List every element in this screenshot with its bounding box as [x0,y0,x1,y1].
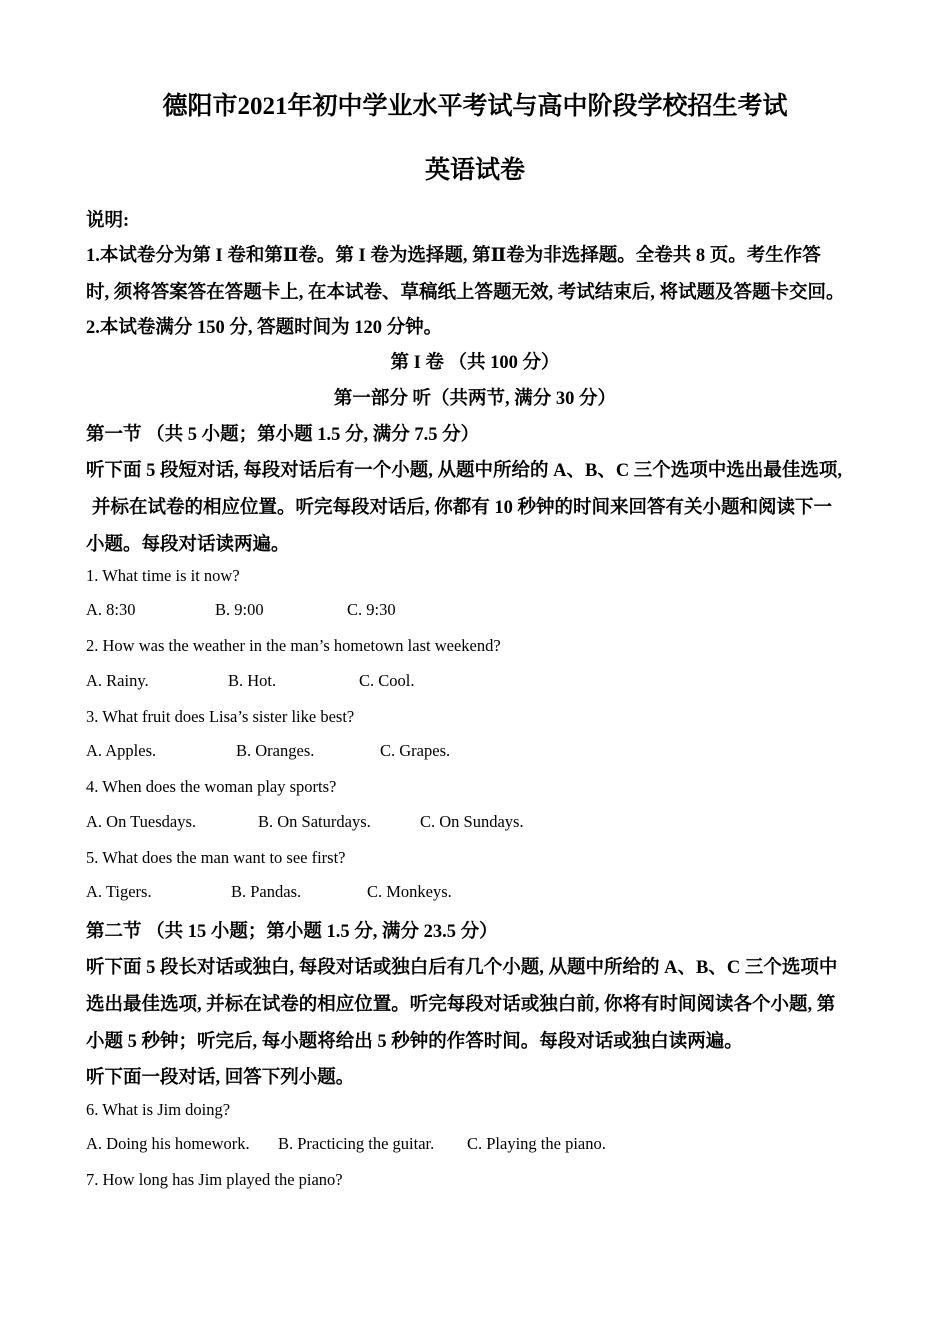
question-7: 7. How long has Jim played the piano? [86,1170,343,1189]
question-4: 4. When does the woman play sports? [86,777,337,796]
option-c: C. 9:30 [347,600,396,619]
option-a: A. Tigers. [86,882,152,901]
option-b: B. On Saturdays. [258,812,371,831]
option-c: C. Grapes. [380,741,451,760]
exam-title: 德阳市2021年初中学业水平考试与高中阶段学校招生考试 [162,93,788,120]
option-c: C. On Sundays. [420,812,524,831]
section-2-sub-directions: 听下面一段对话, 回答下列小题。 [86,1068,355,1088]
part-1-heading: 第一部分 听（共两节, 满分 30 分） [333,389,617,409]
instruction-item-1-line-2: 时, 须将答案答在答题卡上, 在本试卷、草稿纸上答题无效, 考试结束后, 将试题及答题卡交回。 [86,283,845,303]
question-2: 2. How was the weather in the man’s hometown last weekend? [86,636,501,655]
question-5-options [86,882,452,902]
section-1-directions-line-3: 小题。每段对话读两遍。 [86,535,290,555]
question-6-options [86,1134,606,1154]
question-5: 5. What does the man want to see first? [86,848,346,867]
volume-1-heading: 第 I 卷 （共 100 分） [390,353,560,373]
option-a: A. Rainy. [86,671,149,690]
question-1-options [86,600,396,620]
question-4-options [86,812,524,832]
instructions-heading: 说明: [86,211,130,231]
option-a: A. On Tuesdays. [86,812,197,831]
section-2-directions-line-1: 听下面 5 段长对话或独白, 每段对话或独白后有几个小题, 从题中所给的 A、B、C 三个选项中 [86,958,838,978]
section-1-directions-line-1: 听下面 5 段短对话, 每段对话后有一个小题, 从题中所给的 A、B、C 三个选项中选出最佳选项, [86,461,842,481]
option-b: B. Oranges. [236,741,315,760]
option-a: A. Apples. [86,741,157,760]
question-6: 6. What is Jim doing? [86,1100,231,1119]
section-2-directions-line-2: 选出最佳选项, 并标在试卷的相应位置。听完每段对话或独白前, 你将有时间阅读各个小题, 第 [86,995,836,1015]
question-2-options [86,671,414,691]
question-1: 1. What time is it now? [86,566,240,585]
question-3-options [86,741,450,761]
option-c: C. Playing the piano. [467,1134,606,1153]
option-c: C. Cool. [359,671,415,690]
option-a: A. 8:30 [86,600,136,619]
section-1-heading: 第一节 （共 5 小题；第小题 1.5 分, 满分 7.5 分） [86,425,480,445]
section-2-heading: 第二节 （共 15 小题；第小题 1.5 分, 满分 23.5 分） [86,922,498,942]
section-2-directions-line-3: 小题 5 秒钟；听完后, 每小题将给出 5 秒钟的作答时间。每段对话或独白读两遍。 [86,1032,743,1052]
option-c: C. Monkeys. [367,882,452,901]
exam-subtitle: 英语试卷 [424,157,525,184]
option-a: A. Doing his homework. [86,1134,250,1153]
instruction-item-2: 2.本试卷满分 150 分, 答题时间为 120 分钟。 [86,318,443,338]
option-b: B. Pandas. [231,882,302,901]
instruction-item-1-line-1: 1.本试卷分为第 I 卷和第Ⅱ卷。第 I 卷为选择题, 第Ⅱ卷为非选择题。全卷共 8 页。考生作答 [86,246,821,266]
option-b: B. Practicing the guitar. [278,1134,435,1153]
question-3: 3. What fruit does Lisa’s sister like best? [86,707,355,726]
option-b: B. 9:00 [215,600,264,619]
section-1-directions-line-2: 并标在试卷的相应位置。听完每段对话后, 你都有 10 秒钟的时间来回答有关小题和阅读下一 [92,498,833,518]
option-b: B. Hot. [228,671,277,690]
